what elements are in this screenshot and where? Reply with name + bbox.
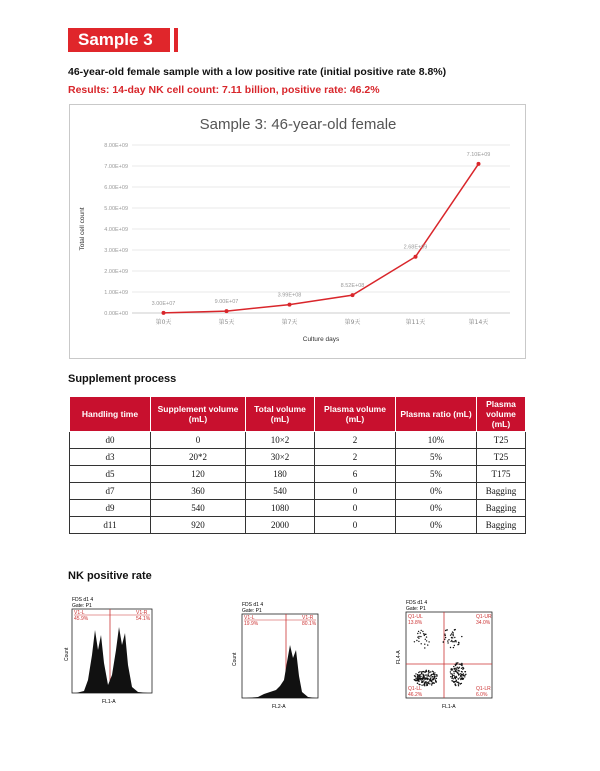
plot3-q1: Q1-UL	[408, 614, 423, 620]
scatter-dot	[419, 678, 420, 679]
scatter-dot	[429, 680, 430, 681]
plot3-gate: Gate: P1	[406, 606, 426, 612]
x-tick-label: 第7天	[281, 319, 298, 326]
scatter-dot	[457, 667, 458, 668]
y-tick-label: 4.00E+09	[104, 227, 128, 233]
scatter-dot	[428, 671, 429, 672]
scatter-dot	[463, 678, 464, 679]
scatter-dot	[432, 671, 433, 672]
scatter-dot	[424, 682, 425, 683]
scatter-dot	[448, 639, 449, 640]
flow-plot-1	[62, 595, 162, 705]
scatter-dot	[452, 676, 453, 677]
plot3-q4-value: 6.0%	[476, 692, 488, 698]
scatter-dot	[425, 634, 426, 635]
scatter-dot	[435, 674, 436, 675]
table-cell: 5%	[396, 449, 477, 466]
table-header-row	[70, 397, 526, 432]
scatter-dot	[426, 683, 427, 684]
scatter-dot	[458, 678, 459, 679]
scatter-dot	[453, 671, 454, 672]
y-tick-label: 0.00E+00	[104, 311, 128, 317]
scatter-dot	[417, 683, 418, 684]
data-point	[288, 303, 292, 307]
data-point	[477, 162, 481, 166]
scatter-dot	[415, 680, 416, 681]
data-label: 7.10E+09	[466, 151, 491, 158]
scatter-dot	[459, 670, 460, 671]
scatter-dot	[424, 683, 425, 684]
y-tick-label: 1.00E+09	[104, 290, 128, 296]
table-row	[70, 466, 526, 483]
scatter-dot	[415, 677, 416, 678]
table-cell: 360	[151, 483, 246, 500]
sample-banner	[68, 28, 170, 52]
supplement-title: Supplement process	[68, 373, 177, 385]
sample-label: Sample 3	[78, 30, 153, 49]
scatter-dot	[457, 672, 458, 673]
scatter-dot	[460, 673, 461, 674]
plot3-dots	[414, 629, 467, 687]
scatter-dot	[447, 640, 448, 641]
sample-subtitle: 46-year-old female sample with a low positive rate (initial positive rate 8.8%)	[68, 66, 447, 78]
scatter-dot	[425, 674, 426, 675]
scatter-dot	[430, 676, 431, 677]
y-tick-label: 3.00E+09	[104, 248, 128, 254]
scatter-dot	[456, 669, 457, 670]
scatter-dot	[431, 684, 432, 685]
table-cell: T25	[477, 449, 526, 466]
x-axis-label: Culture days	[302, 336, 340, 343]
scatter-dot	[425, 681, 426, 682]
plot3-q2-value: 34.0%	[476, 620, 491, 626]
scatter-dot	[417, 674, 418, 675]
scatter-dot	[465, 674, 466, 675]
scatter-dot	[452, 674, 453, 675]
y-axis-label: Total cell count	[79, 207, 86, 251]
scatter-dot	[432, 676, 433, 677]
flow-plot-2	[228, 600, 328, 710]
scatter-dot	[424, 644, 425, 645]
scatter-dot	[427, 678, 428, 679]
plot2-left-label: V1-L	[244, 615, 255, 621]
scatter-dot	[457, 662, 458, 663]
plot2-left-value: 19.9%	[244, 621, 259, 627]
scatter-dot	[417, 633, 418, 634]
scatter-dot	[459, 677, 460, 678]
scatter-dot	[434, 676, 435, 677]
scatter-dot	[450, 647, 451, 648]
scatter-dot	[455, 678, 456, 679]
scatter-dot	[452, 631, 453, 632]
scatter-dot	[452, 634, 453, 635]
scatter-dot	[460, 683, 461, 684]
flow-plot-3	[392, 598, 502, 710]
table-cell: 540	[151, 500, 246, 517]
scatter-dot	[418, 672, 419, 673]
table-cell: T25	[477, 432, 526, 449]
scatter-dot	[453, 678, 454, 679]
scatter-dot	[456, 680, 457, 681]
scatter-dot	[454, 668, 455, 669]
scatter-dot	[422, 677, 423, 678]
scatter-dot	[450, 671, 451, 672]
scatter-dot	[453, 675, 454, 676]
data-point	[414, 255, 418, 259]
scatter-dot	[420, 632, 421, 633]
plot1-gate: Gate: P1	[72, 603, 92, 609]
scatter-dot	[456, 677, 457, 678]
table-cell: 20*2	[151, 449, 246, 466]
table-cell: 2000	[246, 517, 315, 534]
table-cell: Bagging	[477, 517, 526, 534]
scatter-dot	[432, 674, 433, 675]
table-row	[70, 483, 526, 500]
scatter-dot	[424, 647, 425, 648]
plot3-q2: Q1-UR	[476, 614, 492, 620]
scatter-dot	[428, 641, 429, 642]
scatter-dot	[453, 681, 454, 682]
scatter-dot	[463, 675, 464, 676]
scatter-dot	[444, 639, 445, 640]
scatter-dot	[455, 665, 456, 666]
scatter-dot	[431, 681, 432, 682]
plot1-histogram	[76, 627, 148, 693]
scatter-dot	[436, 676, 437, 677]
scatter-dot	[423, 674, 424, 675]
col-handling-time: Handling time	[70, 397, 151, 432]
scatter-dot	[417, 637, 418, 638]
scatter-dot	[434, 677, 435, 678]
scatter-dot	[428, 672, 429, 673]
scatter-dot	[423, 676, 424, 677]
scatter-dot	[423, 680, 424, 681]
scatter-dot	[426, 674, 427, 675]
scatter-dot	[443, 641, 444, 642]
plot2-ylabel: Count	[232, 652, 238, 666]
scatter-dot	[419, 684, 420, 685]
scatter-dot	[418, 681, 419, 682]
y-tick-label: 5.00E+09	[104, 206, 128, 212]
scatter-dot	[451, 680, 452, 681]
data-label: 9.00E+07	[214, 299, 239, 306]
scatter-dot	[416, 680, 417, 681]
scatter-dot	[428, 674, 429, 675]
scatter-dot	[428, 683, 429, 684]
plot3-q3: Q1-LL	[408, 686, 422, 692]
scatter-dot	[458, 668, 459, 669]
x-tick-label: 第11天	[405, 319, 426, 326]
plot3-q3-value: 46.2%	[408, 692, 423, 698]
table-cell: 10×2	[246, 432, 315, 449]
scatter-dot	[421, 679, 422, 680]
plot2-file: FDS d1 4	[242, 602, 264, 608]
table-cell: 2	[315, 449, 396, 466]
table-cell: 5%	[396, 466, 477, 483]
table-cell: 540	[246, 483, 315, 500]
scatter-dot	[428, 678, 429, 679]
table-cell: 0	[151, 432, 246, 449]
scatter-dot	[464, 676, 465, 677]
scatter-dot	[434, 674, 435, 675]
y-tick-label: 2.00E+09	[104, 269, 128, 275]
col-supplement-volume: Supplement volume (mL)	[151, 397, 246, 432]
scatter-dot	[421, 685, 422, 686]
scatter-dot	[414, 675, 415, 676]
scatter-dot	[454, 637, 455, 638]
scatter-dot	[434, 672, 435, 673]
scatter-dot	[453, 641, 454, 642]
scatter-dot	[429, 672, 430, 673]
table-row	[70, 517, 526, 534]
scatter-dot	[454, 645, 455, 646]
scatter-dot	[463, 673, 464, 674]
scatter-dot	[424, 685, 425, 686]
scatter-dot	[425, 639, 426, 640]
table-cell: 2	[315, 432, 396, 449]
scatter-dot	[453, 635, 454, 636]
plot1-left-value: 45.9%	[74, 616, 89, 622]
scatter-dot	[420, 674, 421, 675]
plot2-right-value: 80.1%	[302, 621, 317, 627]
plot2-gate: Gate: P1	[242, 608, 262, 614]
scatter-dot	[419, 679, 420, 680]
scatter-dot	[426, 678, 427, 679]
y-tick-label: 7.00E+09	[104, 164, 128, 170]
growth-chart-svg	[70, 105, 525, 358]
chart-title: Sample 3: 46-year-old female	[199, 116, 397, 133]
scatter-dot	[457, 682, 458, 683]
scatter-dot	[421, 671, 422, 672]
table-cell: 180	[246, 466, 315, 483]
scatter-dot	[462, 671, 463, 672]
scatter-dot	[424, 635, 425, 636]
table-cell: 1080	[246, 500, 315, 517]
scatter-dot	[415, 673, 416, 674]
scatter-dot	[419, 676, 420, 677]
scatter-dot	[432, 679, 433, 680]
table-cell: d0	[70, 432, 151, 449]
data-label: 2.68E+09	[403, 244, 428, 251]
plot1-left-label: V1-L	[74, 610, 85, 616]
scatter-dot	[447, 642, 448, 643]
scatter-dot	[450, 676, 451, 677]
plot1-ylabel: Count	[64, 647, 70, 661]
scatter-dot	[450, 641, 451, 642]
scatter-dot	[451, 637, 452, 638]
table-cell: d7	[70, 483, 151, 500]
scatter-dot	[458, 685, 459, 686]
table-cell: 0	[315, 483, 396, 500]
scatter-dot	[417, 676, 418, 677]
x-tick-label: 第9天	[344, 319, 361, 326]
scatter-dot	[445, 630, 446, 631]
scatter-dot	[427, 644, 428, 645]
scatter-dot	[420, 676, 421, 677]
scatter-dot	[455, 681, 456, 682]
scatter-dot	[461, 668, 462, 669]
table-cell: d11	[70, 517, 151, 534]
plot1-file: FDS d1 4	[72, 597, 94, 603]
results-summary: Results: 14-day NK cell count: 7.11 billion, positive rate: 46.2%	[68, 84, 380, 96]
scatter-dot	[416, 640, 417, 641]
scatter-dot	[465, 671, 466, 672]
table-cell: 0%	[396, 517, 477, 534]
table-cell: 0%	[396, 483, 477, 500]
table-cell: d9	[70, 500, 151, 517]
scatter-dot	[446, 630, 447, 631]
table-cell: Bagging	[477, 483, 526, 500]
scatter-dot	[431, 674, 432, 675]
data-point	[225, 309, 229, 313]
plot3-q4: Q1-LR	[476, 686, 491, 692]
scatter-dot	[429, 679, 430, 680]
scatter-dot	[459, 667, 460, 668]
table-cell: Bagging	[477, 500, 526, 517]
x-tick-label: 第14天	[468, 319, 489, 326]
series-line	[164, 164, 479, 313]
scatter-dot	[444, 634, 445, 635]
x-tick-label: 第0天	[155, 319, 172, 326]
table-cell: 0%	[396, 500, 477, 517]
plot1-xlabel: FL1-A	[102, 699, 116, 705]
data-label: 3.00E+07	[151, 300, 176, 307]
table-row	[70, 449, 526, 466]
scatter-dot	[420, 636, 421, 637]
plot2-right-label: V1-R	[302, 615, 314, 621]
table-cell: 0	[315, 517, 396, 534]
scatter-dot	[419, 671, 420, 672]
scatter-dot	[451, 678, 452, 679]
table-cell: 0	[315, 500, 396, 517]
scatter-dot	[454, 629, 455, 630]
scatter-dot	[458, 642, 459, 643]
scatter-dot	[421, 673, 422, 674]
scatter-dot	[451, 633, 452, 634]
scatter-dot	[422, 681, 423, 682]
scatter-dot	[459, 664, 460, 665]
scatter-dot	[458, 673, 459, 674]
col-plasma-ratio: Plasma ratio (mL)	[396, 397, 477, 432]
growth-chart	[69, 104, 526, 359]
col-total-volume: Total volume (mL)	[246, 397, 315, 432]
plot2-xlabel: FL2-A	[272, 704, 286, 710]
table-cell: 10%	[396, 432, 477, 449]
scatter-dot	[445, 637, 446, 638]
table-cell: 6	[315, 466, 396, 483]
plot2-histogram	[246, 645, 316, 698]
scatter-dot	[452, 675, 453, 676]
scatter-dot	[429, 683, 430, 684]
scatter-dot	[453, 666, 454, 667]
supplement-table	[69, 396, 526, 534]
scatter-dot	[436, 678, 437, 679]
scatter-dot	[460, 678, 461, 679]
banner-accent-bar	[174, 28, 178, 52]
nk-title: NK positive rate	[68, 570, 152, 582]
plot3-file: FDS d1 4	[406, 600, 428, 606]
plot3-ylabel: FL4-A	[396, 650, 402, 664]
plot3-q1-value: 13.8%	[408, 620, 423, 626]
scatter-dot	[445, 635, 446, 636]
scatter-dot	[458, 684, 459, 685]
table-cell: T175	[477, 466, 526, 483]
scatter-dot	[426, 670, 427, 671]
table-cell: 30×2	[246, 449, 315, 466]
data-label: 8.52E+08	[340, 283, 365, 290]
plot1-right-label: V1-R	[136, 610, 148, 616]
scatter-dot	[431, 680, 432, 681]
y-tick-label: 6.00E+09	[104, 185, 128, 191]
scatter-dot	[434, 683, 435, 684]
scatter-dot	[426, 636, 427, 637]
data-label: 3.99E+08	[277, 292, 302, 299]
scatter-dot	[418, 641, 419, 642]
scatter-dot	[421, 643, 422, 644]
scatter-dot	[454, 684, 455, 685]
table-cell: 120	[151, 466, 246, 483]
scatter-dot	[450, 635, 451, 636]
scatter-dot	[455, 670, 456, 671]
table-row	[70, 432, 526, 449]
scatter-dot	[451, 669, 452, 670]
scatter-dot	[424, 672, 425, 673]
plot1-right-value: 54.1%	[136, 616, 151, 622]
data-point	[351, 293, 355, 297]
plot3-xlabel: FL1-A	[442, 704, 456, 710]
scatter-dot	[424, 634, 425, 635]
col-plasma-vessel: Plasma volume (mL)	[477, 397, 526, 432]
x-tick-label: 第5天	[218, 319, 235, 326]
scatter-dot	[457, 644, 458, 645]
scatter-dot	[426, 640, 427, 641]
scatter-dot	[461, 636, 462, 637]
data-point	[162, 311, 166, 315]
table-cell: d5	[70, 466, 151, 483]
table-cell: d3	[70, 449, 151, 466]
scatter-dot	[452, 641, 453, 642]
col-plasma-volume: Plasma volume (mL)	[315, 397, 396, 432]
scatter-dot	[418, 636, 419, 637]
scatter-dot	[427, 676, 428, 677]
table-cell: 920	[151, 517, 246, 534]
scatter-dot	[432, 682, 433, 683]
scatter-dot	[462, 663, 463, 664]
scatter-dot	[453, 647, 454, 648]
table-row	[70, 500, 526, 517]
scatter-dot	[460, 675, 461, 676]
scatter-dot	[428, 681, 429, 682]
scatter-dot	[463, 668, 464, 669]
scatter-dot	[456, 663, 457, 664]
scatter-dot	[435, 680, 436, 681]
scatter-dot	[422, 631, 423, 632]
scatter-dot	[453, 673, 454, 674]
scatter-dot	[418, 638, 419, 639]
scatter-dot	[418, 631, 419, 632]
scatter-dot	[450, 673, 451, 674]
scatter-dot	[414, 641, 415, 642]
scatter-dot	[428, 676, 429, 677]
y-tick-label: 8.00E+09	[104, 143, 128, 149]
scatter-dot	[421, 630, 422, 631]
